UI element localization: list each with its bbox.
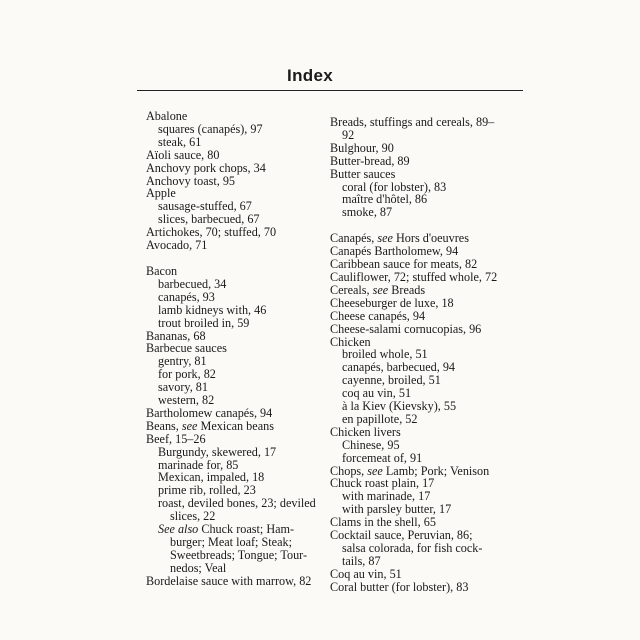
index-entry: smoke, 87 (342, 205, 393, 220)
index-entry: coral (for lobster), 83 (342, 179, 447, 194)
index-entry: roast, deviled bones, 23; deviled (158, 496, 316, 511)
index-entry: with marinade, 17 (342, 489, 431, 504)
index-entry: broiled whole, 51 (342, 347, 428, 362)
index-entry: 92 (342, 127, 355, 142)
index-entry: marinade for, 85 (158, 457, 239, 472)
index-entry: Coral butter (for lobster), 83 (330, 579, 469, 594)
index-entry: forcemeat of, 91 (342, 450, 423, 465)
index-entry: Cheese canapés, 94 (330, 308, 426, 323)
index-entry: tails, 87 (342, 553, 381, 568)
index-entry: lamb kidneys with, 46 (158, 302, 267, 317)
index-entry: Coq au vin, 51 (330, 566, 402, 581)
index-entry: Canapés Bartholomew, 94 (330, 244, 459, 259)
index-entry: Bacon (146, 263, 178, 278)
index-entry: for pork, 82 (158, 367, 216, 382)
index-entry: nedos; Veal (170, 560, 227, 575)
index-entry: Bartholomew canapés, 94 (146, 405, 273, 420)
index-entry: slices, 22 (170, 509, 216, 524)
index-entry: Bananas, 68 (146, 328, 206, 343)
index-entry: cayenne, broiled, 51 (342, 373, 441, 388)
index-entry: Clams in the shell, 65 (330, 515, 436, 530)
index-entry: Cauliflower, 72; stuffed whole, 72 (330, 269, 498, 284)
index-entry: burger; Meat loaf; Steak; (170, 535, 292, 549)
index-entry: Sweetbreads; Tongue; Tour- (170, 547, 308, 562)
index-entry: steak, 61 (158, 134, 202, 149)
index-entry: Aïoli sauce, 80 (146, 147, 220, 162)
index-entry: Breads, stuffings and cereals, 89– (330, 115, 495, 129)
index-entry: canapés, barbecued, 94 (342, 360, 456, 375)
index-entry: Mexican, impaled, 18 (158, 470, 265, 485)
index-entry: sausage-stuffed, 67 (158, 199, 252, 214)
index-entry: Anchovy pork chops, 34 (146, 160, 266, 175)
index-entry: Beans, see Mexican beans (146, 418, 274, 433)
index-entry: Bordelaise sauce with marrow, 82 (146, 573, 312, 588)
index-entry: Chicken livers (330, 424, 401, 439)
index-column-left (146, 110, 316, 588)
index-entry: à la Kiev (Kievsky), 55 (342, 399, 457, 414)
index-entry: slices, barbecued, 67 (158, 212, 260, 227)
index-entry: coq au vin, 51 (342, 386, 412, 401)
index-entry: en papillote, 52 (342, 411, 418, 426)
index-entry: Bulghour, 90 (330, 140, 394, 155)
index-column-right (330, 116, 518, 594)
index-entry: Avocado, 71 (146, 238, 208, 253)
index-entry: Cocktail sauce, Peruvian, 86; (330, 528, 473, 543)
index-entry: Caribbean sauce for meats, 82 (330, 257, 478, 272)
index-entry: Chicken (330, 334, 371, 349)
title-rule (137, 90, 523, 91)
index-entry: Artichokes, 70; stuffed, 70 (146, 225, 277, 240)
index-entry: prime rib, rolled, 23 (158, 483, 256, 498)
index-entry: See also Chuck roast; Ham- (158, 522, 295, 537)
index-entry: Cereals, see Breads (330, 282, 426, 297)
index-entry: trout broiled in, 59 (158, 315, 250, 330)
index-entry: Butter sauces (330, 166, 396, 181)
index-entry: maître d'hôtel, 86 (342, 192, 428, 207)
index-entry: Chops, see Lamb; Pork; Venison (330, 463, 490, 478)
index-entry: Burgundy, skewered, 17 (158, 444, 277, 459)
index-entry: western, 82 (158, 393, 215, 408)
index-entry: Butter-bread, 89 (330, 153, 410, 168)
index-entry: Chuck roast plain, 17 (330, 476, 435, 491)
index-entry: salsa colorada, for fish cock- (342, 541, 483, 555)
index-entry: Cheeseburger de luxe, 18 (330, 295, 454, 310)
index-entry: Anchovy toast, 95 (146, 173, 236, 188)
index-entry: Barbecue sauces (146, 341, 227, 356)
index-entry: with parsley butter, 17 (342, 502, 452, 517)
index-entry: savory, 81 (158, 380, 208, 395)
index-entry: Cheese-salami cornucopias, 96 (330, 321, 482, 336)
index-entry: canapés, 93 (158, 289, 215, 304)
index-entry: gentry, 81 (158, 354, 207, 369)
index-entry: squares (canapés), 97 (158, 121, 263, 136)
page-title: Index (287, 66, 333, 85)
index-entry: Canapés, see Hors d'oeuvres (330, 231, 469, 246)
index-entry: Abalone (146, 109, 188, 123)
index-entry: Beef, 15–26 (146, 431, 206, 446)
index-entry: barbecued, 34 (158, 276, 227, 291)
index-entry: Apple (146, 186, 176, 201)
index-entry: Chinese, 95 (342, 437, 400, 452)
